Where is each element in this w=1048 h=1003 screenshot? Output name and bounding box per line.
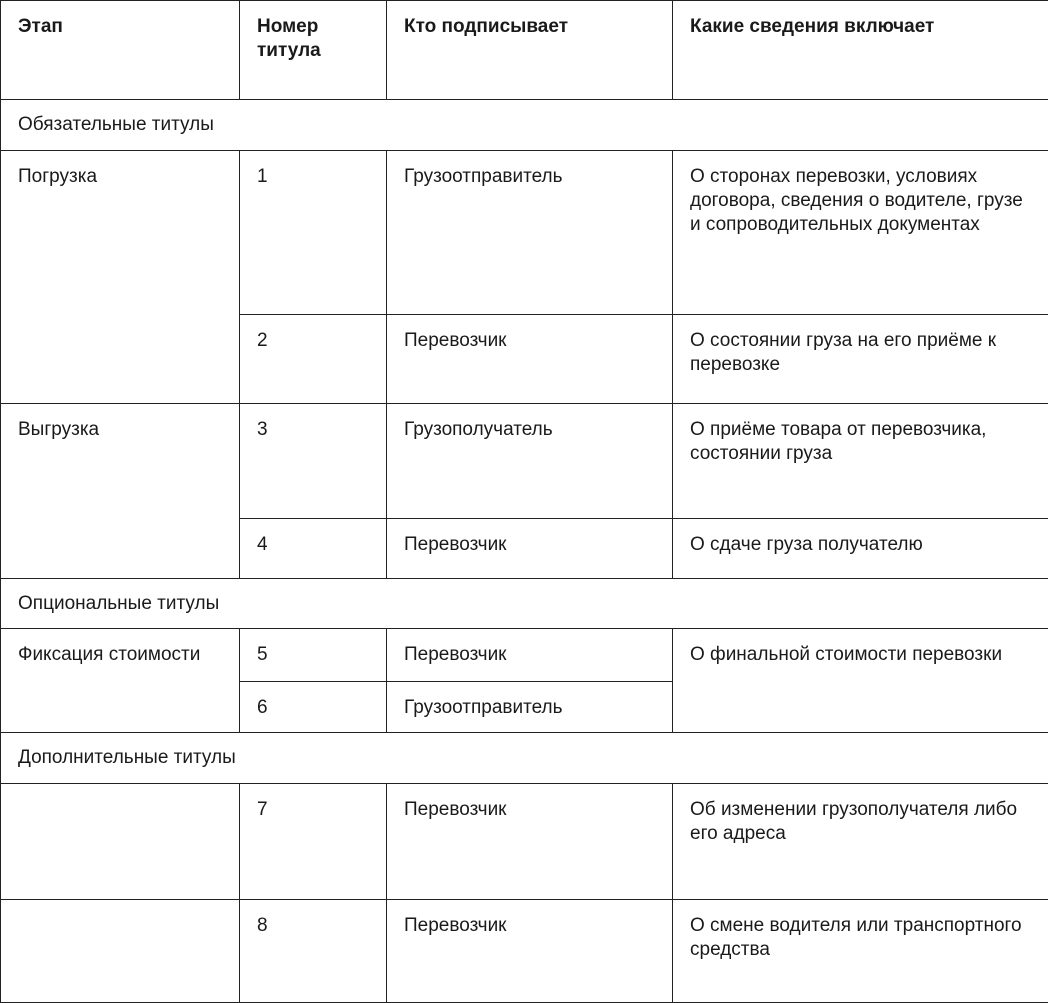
section-row-mandatory — [1, 100, 1048, 151]
signer-4: Перевозчик — [387, 519, 673, 579]
title-number-7: 7 — [240, 784, 387, 900]
section-row-optional — [1, 579, 1048, 629]
signer-8: Перевозчик — [387, 900, 673, 1003]
info-2: О состоянии груза на его приёме к перевозке — [673, 315, 1048, 404]
section-mandatory: Обязательные титулы — [1, 100, 1048, 151]
stage-unloading: Выгрузка — [1, 404, 240, 579]
section-optional: Опциональные титулы — [1, 579, 1048, 629]
header-stage: Этап — [1, 1, 240, 100]
title-number-6: 6 — [240, 682, 387, 733]
section-additional: Дополнительные титулы — [1, 733, 1048, 784]
stage-loading: Погрузка — [1, 151, 240, 404]
header-info: Какие сведения включает — [673, 1, 1048, 100]
title-number-5: 5 — [240, 629, 387, 682]
info-1: О сторонах перевозки, условиях договора, сведения о водителе, грузе и сопроводительных документах — [673, 151, 1048, 315]
table-row-8 — [1, 900, 1048, 1003]
signer-5: Перевозчик — [387, 629, 673, 682]
table-row-5 — [1, 629, 1048, 682]
header-row — [1, 1, 1048, 100]
signer-2: Перевозчик — [387, 315, 673, 404]
title-number-1: 1 — [240, 151, 387, 315]
table-row-7 — [1, 784, 1048, 900]
info-8: О смене водителя или транспортного средства — [673, 900, 1048, 1003]
table-row-1 — [1, 151, 1048, 315]
info-4: О сдаче груза получателю — [673, 519, 1048, 579]
header-title-number: Номер титула — [240, 1, 387, 100]
signer-6: Грузоотправитель — [387, 682, 673, 733]
signer-1: Грузоотправитель — [387, 151, 673, 315]
info-3: О приёме товара от перевозчика, состоянии груза — [673, 404, 1048, 519]
stage-cost-fixing: Фиксация стоимости — [1, 629, 240, 733]
title-number-3: 3 — [240, 404, 387, 519]
signer-7: Перевозчик — [387, 784, 673, 900]
section-row-additional — [1, 733, 1048, 784]
title-number-2: 2 — [240, 315, 387, 404]
info-5: О финальной стоимости перевозки — [673, 629, 1048, 733]
stage-empty-8 — [1, 900, 240, 1003]
signer-3: Грузополучатель — [387, 404, 673, 519]
title-number-8: 8 — [240, 900, 387, 1003]
info-7: Об изменении грузополучателя либо его адреса — [673, 784, 1048, 900]
stage-empty-7 — [1, 784, 240, 900]
title-number-4: 4 — [240, 519, 387, 579]
table-row-3 — [1, 404, 1048, 519]
header-signer: Кто подписывает — [387, 1, 673, 100]
